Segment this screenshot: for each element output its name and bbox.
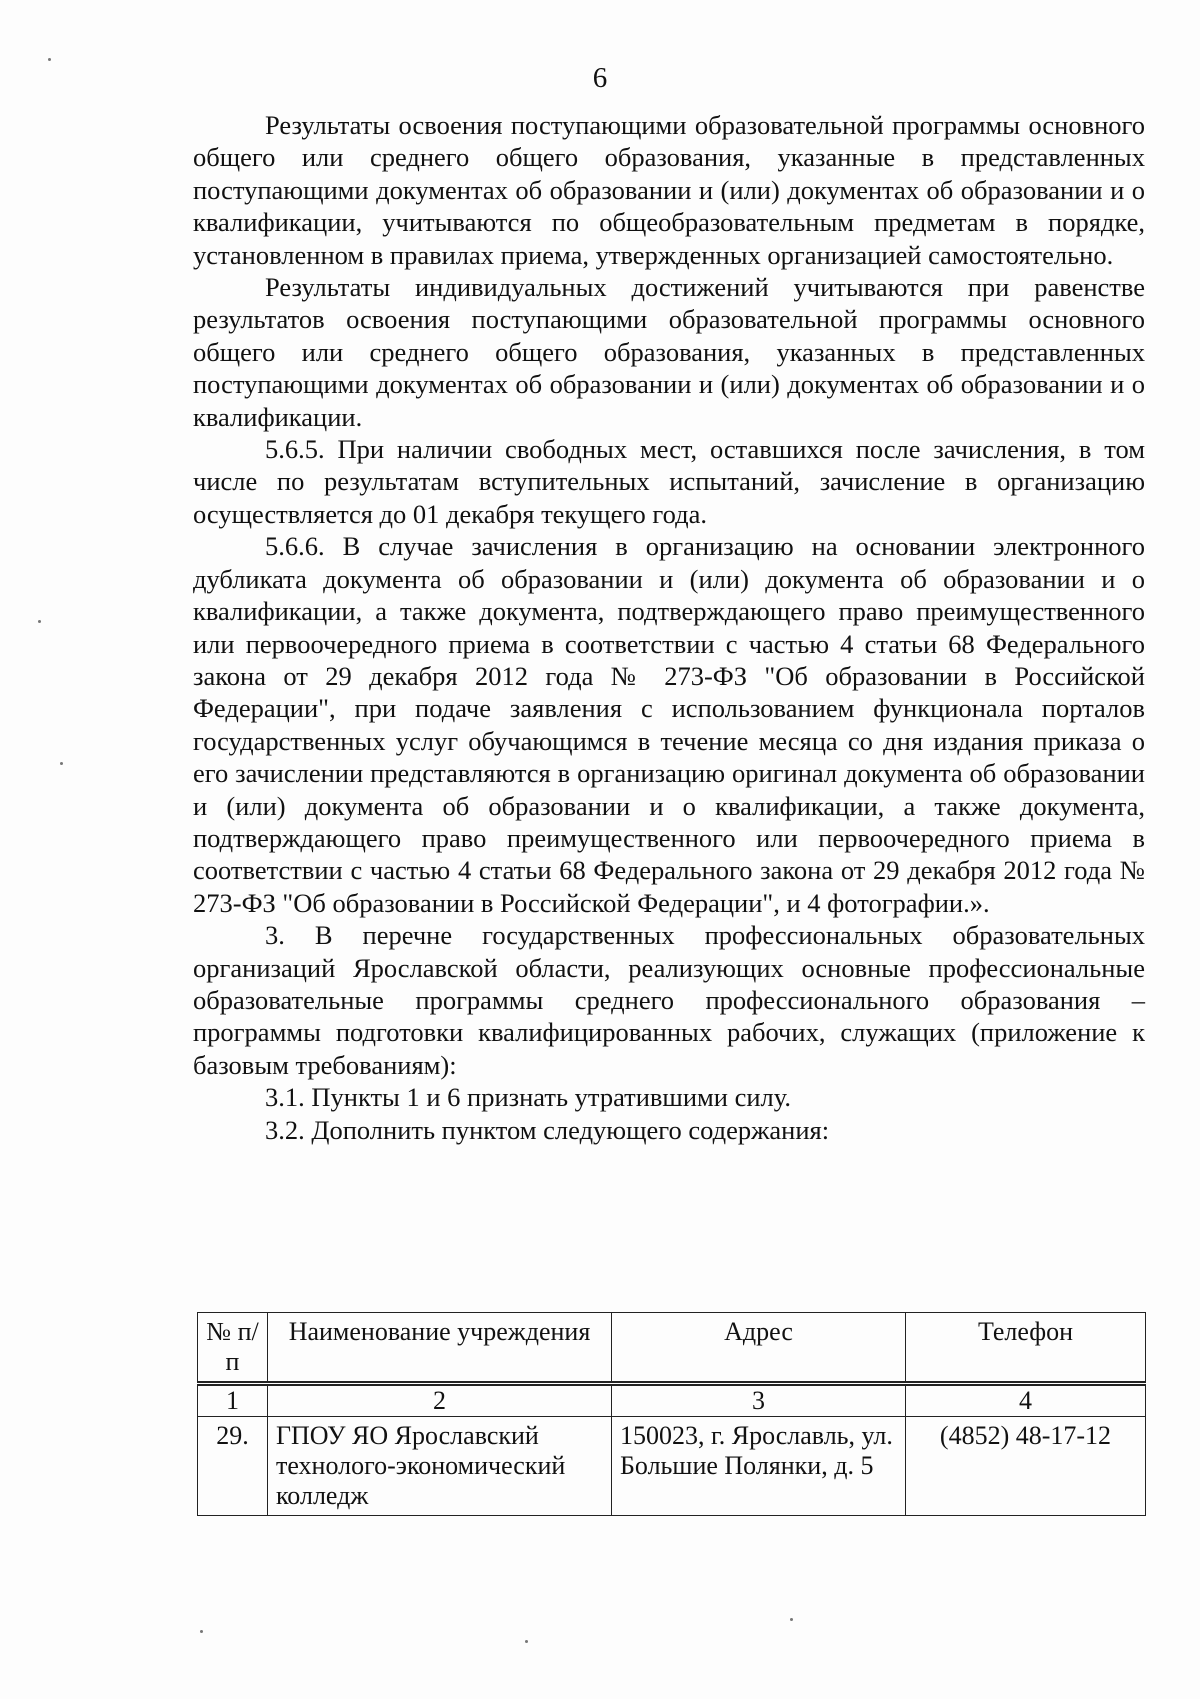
scan-speck [38,620,41,623]
document-body [193,109,1145,1146]
header-name: Наименование учреждения [268,1313,612,1384]
table-column-numbers-row [198,1384,1146,1417]
col-number: 1 [198,1384,268,1417]
header-number: № п/п [198,1313,268,1384]
cell-name: ГПОУ ЯО Ярославский технолого-экономический колледж [268,1417,612,1516]
col-number: 4 [906,1384,1146,1417]
cell-phone: (4852) 48-17-12 [906,1417,1146,1516]
paragraph: 3.1. Пункты 1 и 6 признать утратившими силу. [265,1082,791,1113]
scan-speck [60,762,63,765]
scan-speck [200,1630,203,1633]
cell-number: 29. [198,1417,268,1516]
paragraph: 5.6.5. При наличии свободных мест, оставшихся после зачисления, в том числе по результатам вступительных испытаний, зачисление в организацию осуществляется до 01 декабря текущего года. [193,434,1145,529]
cell-address: 150023, г. Ярославль, ул. Большие Полянки, д. 5 [612,1417,906,1516]
table-row [198,1417,1146,1516]
header-address: Адрес [612,1313,906,1384]
page-number: 6 [592,62,608,94]
header-phone: Телефон [906,1313,1146,1384]
paragraph: 5.6.6. В случае зачисления в организацию на основании электронного дубликата документа об образовании и (или) документа об образовании и о квалификации, а также документа, подтверждающего право преимущественного или первоочередного приема в соответствии с частью 4 статьи 68 Федерального закона от 29 декабря 2012 года № 273-ФЗ "Об образовании в Российской Федерации", при подаче заявления с использованием функционала порталов государственных услуг обучающимся в течение месяца со дня издания приказа о его зачислении представляются в организацию оригинал документа об образовании и (или) документа об образовании и о квалификации, а также документа, подтверждающего право преимущественного или первоочередного приема в соответствии с частью 4 статьи 68 Федерального закона от 29 декабря 2012 года № 273-ФЗ "Об образовании в Российской Федерации", и 4 фотографии.». [193,531,1145,918]
col-number: 3 [612,1384,906,1417]
paragraph: Результаты освоения поступающими образовательной программы основного общего или среднего общего образования, указанные в представленных поступающими документах об образовании и (или) документах об образовании и о квалификации, учитываются по общеобразовательным предметам в порядке, установленном в правилах приема, утвержденных организацией самостоятельно. [193,110,1145,270]
scan-speck [790,1618,793,1621]
institutions-table [197,1312,1146,1516]
paragraph: 3. В перечне государственных профессиональных образовательных организаций Ярославской области, реализующих основные профессиональные образовательные программы среднего профессионального образования – программы подготовки квалифицированных рабочих, служащих (приложение к базовым требованиям): [193,920,1145,1080]
table-header-row [198,1313,1146,1384]
scan-speck [48,58,51,61]
paragraph: Результаты индивидуальных достижений учитываются при равенстве результатов освоения поступающими образовательной программы основного общего или среднего общего образования, указанных в представленных поступающими документах об образовании и (или) документах об образовании и о квалификации. [193,272,1145,432]
paragraph: 3.2. Дополнить пунктом следующего содержания: [265,1114,830,1145]
col-number: 2 [268,1384,612,1417]
scan-speck [525,1640,528,1643]
